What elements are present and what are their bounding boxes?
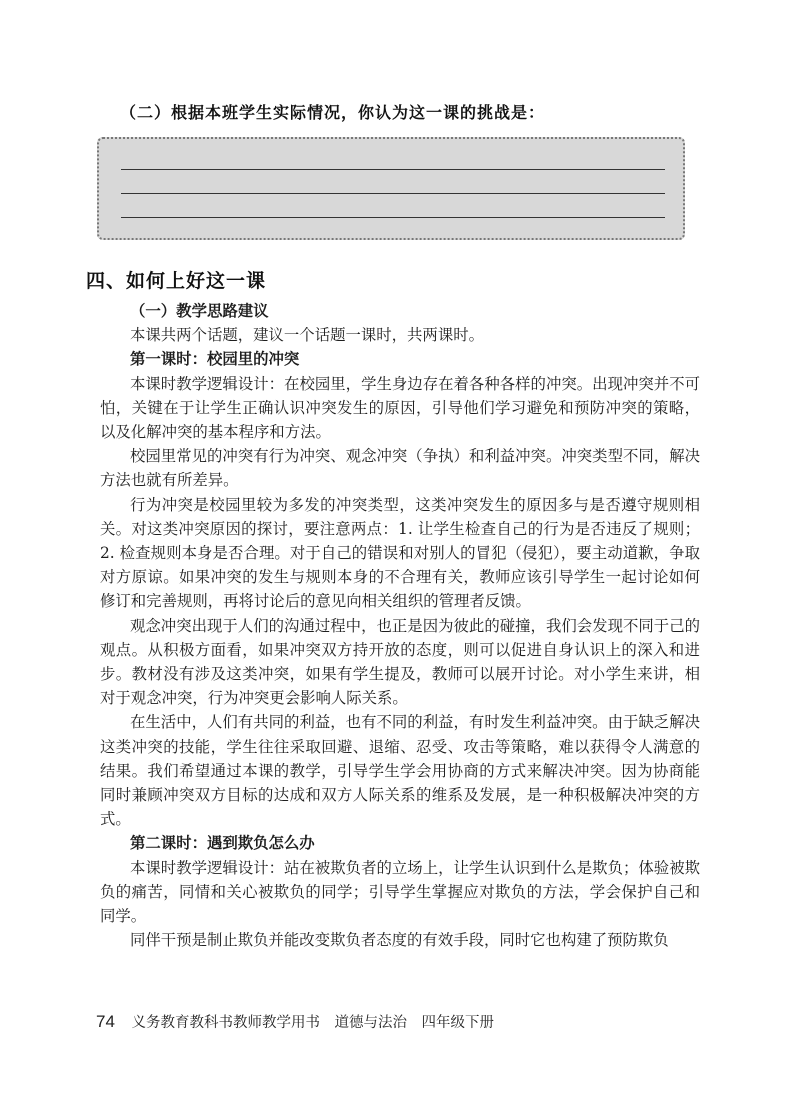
paragraph: 本课时教学逻辑设计：在校园里，学生身边存在着各种各样的冲突。出现冲突并不可怕，关键在于让学生正确认识冲突发生的原因，引导他们学习避免和预防冲突的策略，以及化解冲突的基本程序和方法。 [100, 374, 700, 442]
paragraph: 同伴干预是制止欺负并能改变欺负者态度的有效手段，同时它也构建了预防欺负 [130, 931, 669, 950]
challenge-heading: （二）根据本班学生实际情况，你认为这一课的挑战是： [120, 103, 546, 122]
book-title: 义务教育教科书教师教学用书 道德与法治 四年级下册 [131, 1015, 495, 1031]
writing-line [121, 217, 665, 218]
paragraph: 本课共两个话题，建议一个话题一课时，共两课时。 [130, 326, 484, 345]
page-number: 74 [96, 1012, 115, 1031]
answer-box[interactable] [97, 137, 685, 240]
paragraph: 行为冲突是校园里较为多发的冲突类型，这类冲突发生的原因多与是否遵守规则相关。对这类冲突原因的探讨，要注意两点：1. 让学生检查自己的行为是否违反了规则；2. 检查规则本身是否合理。对于自己的错误和对别人的冒犯（侵犯），要主动道歉，争取对方原谅。如果冲突的发生与规则本身的不合理有关，教师应该引导学生一起讨论如何修订和完善规则，再将讨论后的意见向相关组织的管理者反馈。 [100, 495, 700, 611]
body-text [100, 299, 700, 952]
paragraph: 校园里常见的冲突有行为冲突、观念冲突（争执）和利益冲突。冲突类型不同，解决方法也就有所差异。 [100, 447, 700, 490]
section-heading: 四、如何上好这一课 [86, 270, 267, 292]
paragraph: 观念冲突出现于人们的沟通过程中，也正是因为彼此的碰撞，我们会发现不同于己的观点。从积极方面看，如果冲突双方持开放的态度，则可以促进自身认识上的深入和进步。教材没有涉及这类冲突，如果有学生提及，教师可以展开讨论。对小学生来讲，相对于观念冲突，行为冲突更会影响人际关系。 [100, 616, 700, 708]
writing-line [121, 169, 665, 170]
lesson-2-title: 第二课时：遇到欺负怎么办 [130, 834, 315, 853]
lesson-1-title: 第一课时：校园里的冲突 [130, 350, 300, 369]
subsection-heading: （一）教学思路建议 [130, 302, 269, 320]
page-footer [96, 1011, 494, 1032]
paragraph: 本课时教学逻辑设计：站在被欺负者的立场上，让学生认识到什么是欺负；体验被欺负的痛苦，同情和关心被欺负的同学；引导学生掌握应对欺负的方法，学会保护自己和同学。 [100, 858, 700, 926]
writing-line [121, 193, 665, 194]
paragraph: 在生活中，人们有共同的利益，也有不同的利益，有时发生利益冲突。由于缺乏解决这类冲突的技能，学生往往采取回避、退缩、忍受、攻击等策略，难以获得令人满意的结果。我们希望通过本课的教学，引导学生学会用协商的方式来解决冲突。因为协商能同时兼顾冲突双方目标的达成和双方人际关系的维系及发展，是一种积极解决冲突的方式。 [100, 713, 700, 829]
